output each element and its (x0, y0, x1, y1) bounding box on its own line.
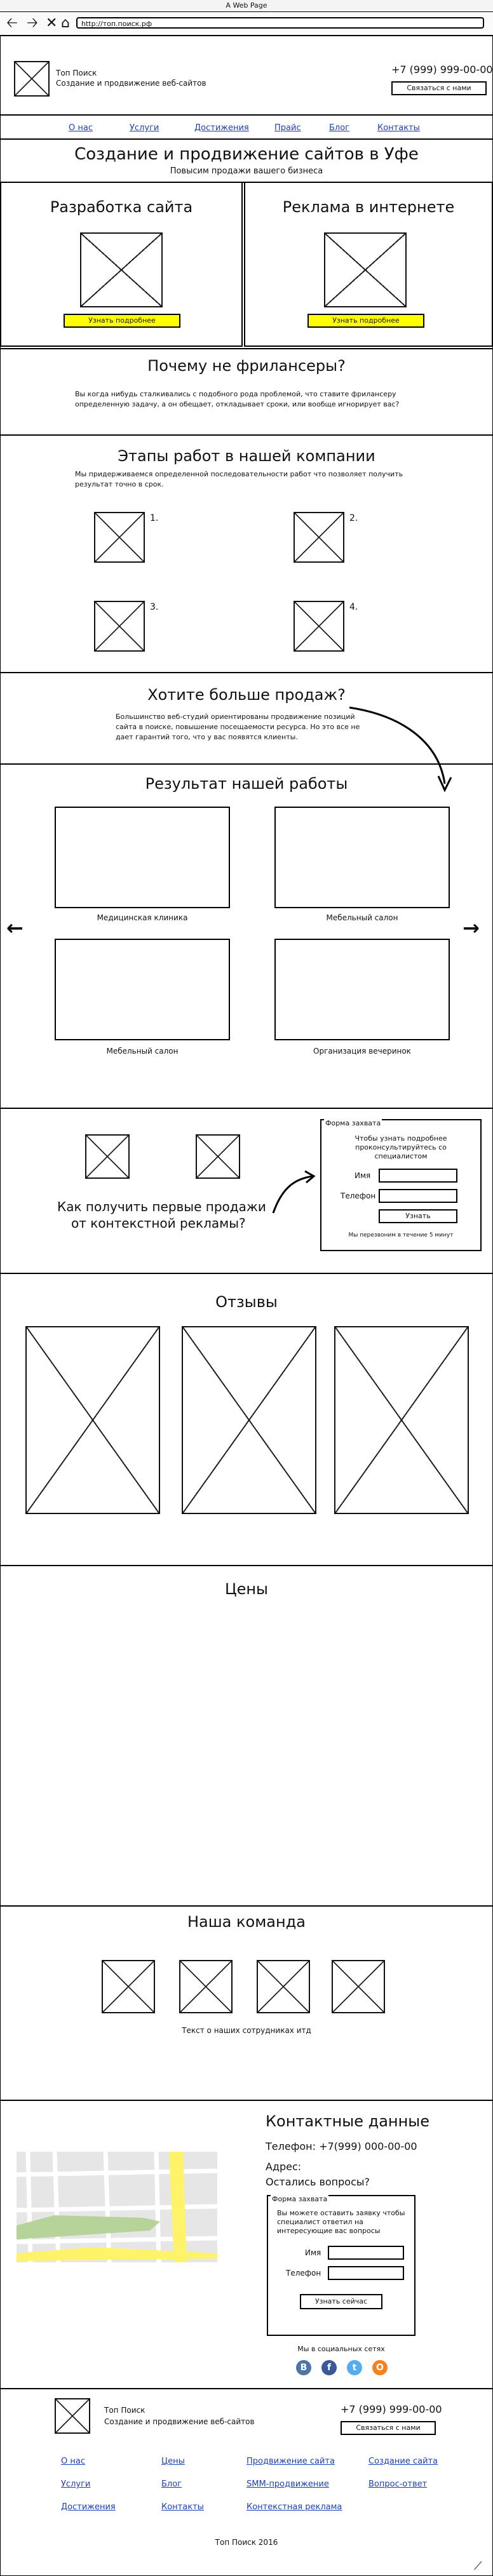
footer-link-achievements[interactable]: Достижения (61, 2502, 116, 2512)
service-title: Разработка сайта (50, 198, 193, 216)
form-title: Форма захвата (272, 2195, 328, 2203)
address-bar (0, 12, 493, 36)
result-caption: Медицинская клиника (97, 913, 188, 922)
capture-question-line: от контекстной рекламы? (71, 1216, 246, 1231)
stages-text-line: Мы придерживаемся определенной последовательности работ что позволяет получить (75, 470, 403, 478)
map[interactable] (17, 2152, 217, 2262)
result-image (55, 939, 230, 1040)
result-image (274, 939, 450, 1040)
more-sales-title: Хотите больше продаж? (147, 686, 346, 704)
phone-field[interactable] (379, 1189, 457, 1203)
facebook-icon[interactable]: f (321, 2360, 337, 2375)
team-member-photo (102, 1960, 155, 2013)
company-tagline: Создание и продвижение веб-сайтов (56, 79, 206, 88)
phone-field[interactable] (328, 2266, 404, 2280)
divider (0, 1273, 493, 1274)
footer-link-contacts[interactable]: Контакты (161, 2502, 204, 2512)
resize-handle-icon[interactable]: ⟋ (474, 2559, 482, 2573)
nav-item-services[interactable]: Услуги (130, 123, 159, 133)
url-input[interactable]: http://топ.поиск.рф (76, 17, 484, 29)
company-name: Топ Поиск (56, 69, 97, 77)
odnoklassniki-icon[interactable]: О (372, 2360, 388, 2375)
review-image (334, 1326, 469, 1514)
service-image (324, 232, 407, 307)
stage-image (294, 601, 344, 652)
form-lead-line: Чтобы узнать подробнее (355, 1134, 447, 1143)
footer-company-tagline: Создание и продвижение веб-сайтов (104, 2417, 255, 2426)
submit-button[interactable]: Узнать (379, 1209, 457, 1223)
name-label: Имя (305, 2248, 321, 2257)
more-sales-text-line: сайта в поиске, повышение посещаемости ресурса. Но это все не (116, 723, 360, 731)
form-lead-line: специалистом (374, 1152, 428, 1160)
result-image (274, 807, 450, 908)
form-lead-line: проконсультируйтесь со (355, 1143, 447, 1151)
twitter-icon[interactable]: t (347, 2360, 362, 2375)
stage-number: 2. (349, 513, 358, 523)
capture-image (85, 1134, 130, 1179)
reviews-title: Отзывы (215, 1293, 278, 1311)
review-image (182, 1326, 316, 1514)
footer-link-prices[interactable]: Цены (161, 2457, 185, 2466)
footer-link-context-ads[interactable]: Контекстная реклама (246, 2502, 342, 2512)
form-lead-line: Вы можете оставить заявку чтобы (277, 2209, 405, 2217)
why-text-line: определенную задачу, а он обещает, откладывает сроки, или вообще игнорирует вас? (75, 400, 400, 408)
home-icon[interactable]: ⌂ (61, 15, 70, 31)
divider (0, 763, 493, 765)
results-title: Результат нашей работы (145, 775, 348, 793)
contacts-address: Адрес: (266, 2161, 302, 2173)
footer-link-about[interactable]: О нас (61, 2457, 85, 2466)
divider (0, 114, 493, 116)
stage-number: 4. (349, 602, 358, 612)
team-member-photo (332, 1960, 385, 2013)
capture-question-line: Как получить первые продажи (57, 1199, 266, 1214)
divider (0, 348, 493, 349)
footer-phone: +7 (999) 999-00-00 (341, 2403, 442, 2415)
divider (0, 138, 493, 140)
service-image (80, 232, 163, 307)
stages-title: Этапы работ в нашей компании (118, 447, 375, 465)
contacts-questions: Остались вопросы? (266, 2176, 370, 2188)
name-label: Имя (355, 1171, 371, 1180)
stage-image (294, 512, 344, 563)
arrow-right-icon (269, 1169, 320, 1219)
footer-link-creation[interactable]: Создание сайта (368, 2457, 438, 2466)
result-caption: Мебельный салон (106, 1047, 179, 1056)
arrow-right-icon[interactable]: 🡢 (27, 15, 38, 31)
footer-link-blog[interactable]: Блог (161, 2479, 182, 2489)
hero-subtitle: Повысим продажи вашего бизнеса (170, 166, 323, 176)
arrow-left-icon[interactable]: 🡠 (6, 15, 18, 31)
name-field[interactable] (379, 1169, 457, 1183)
learn-more-button[interactable]: Узнать подробнее (64, 314, 180, 328)
divider (0, 1108, 493, 1109)
footer-link-promotion[interactable]: Продвижение сайта (246, 2457, 335, 2466)
divider (0, 1565, 493, 1566)
form-lead-line: специалист ответил на (277, 2218, 363, 2226)
why-text-line: Вы когда нибудь сталкивались с подобного рода проблемой, что ставите фрилансеру (75, 390, 396, 398)
header-phone: +7 (999) 999-00-00 (391, 64, 493, 76)
more-sales-text-line: Большинство веб-студий ориентированы продвижение позиций (116, 713, 355, 721)
stages-text-line: результат точно в срок. (75, 480, 164, 488)
name-field[interactable] (328, 2246, 404, 2260)
footer-link-faq[interactable]: Вопрос-ответ (368, 2479, 428, 2489)
nav-item-about[interactable]: О нас (69, 123, 93, 133)
stage-number: 1. (150, 513, 159, 523)
more-sales-text-line: дает гарантий того, что у вас появятся клиенты. (116, 733, 298, 741)
copyright: Топ Поиск 2016 (215, 2538, 278, 2547)
footer-link-smm[interactable]: SMM-продвижение (246, 2479, 329, 2489)
phone-label: Телефон (286, 2269, 321, 2277)
nav-item-blog[interactable]: Блог (329, 123, 350, 133)
result-caption: Организация вечеринок (313, 1047, 411, 1056)
service-card-advertising (244, 182, 493, 347)
footer-company-name: Топ Поиск (104, 2406, 145, 2415)
submit-now-button[interactable]: Узнать сейчас (300, 2294, 382, 2309)
carousel-next-icon[interactable]: → (463, 916, 480, 940)
team-member-photo (257, 1960, 310, 2013)
why-title: Почему не фрилансеры? (147, 357, 346, 375)
form-note: Мы перезвоним в течение 5 минут (348, 1232, 454, 1238)
team-title: Наша команда (187, 1913, 306, 1931)
contacts-title: Контактные данные (266, 2112, 430, 2130)
result-image (55, 807, 230, 908)
review-image (25, 1326, 160, 1514)
footer-contact-us-button[interactable]: Связаться с нами (341, 2421, 436, 2435)
divider (0, 2388, 493, 2389)
footer-logo-placeholder (55, 2398, 90, 2434)
form-title: Форма захвата (325, 1119, 381, 1127)
logo-placeholder (14, 61, 50, 97)
nav-item-prices[interactable]: Прайс (274, 123, 301, 133)
vk-icon[interactable]: В (296, 2360, 311, 2375)
stage-image (94, 512, 145, 563)
prices-title: Цены (224, 1580, 269, 1598)
footer-link-services[interactable]: Услуги (61, 2479, 91, 2489)
contacts-form (267, 2195, 415, 2336)
contact-us-button[interactable]: Связаться с нами (391, 81, 487, 95)
phone-label: Телефон (341, 1191, 376, 1200)
window-titlebar (0, 0, 493, 12)
service-title: Реклама в интернете (282, 198, 455, 216)
hero-title: Создание и продвижение сайтов в Уфе (74, 145, 419, 164)
learn-more-button[interactable]: Узнать подробнее (307, 314, 424, 328)
stage-number: 3. (150, 602, 159, 612)
service-card-development (0, 182, 243, 347)
team-member-photo (179, 1960, 233, 2013)
team-text: Текст о наших сотрудниках итд (182, 2026, 311, 2035)
capture-form (320, 1119, 482, 1251)
nav-item-achievements[interactable]: Достижения (194, 123, 249, 133)
carousel-prev-icon[interactable]: ← (6, 916, 24, 940)
capture-image (196, 1134, 240, 1179)
social-label: Мы в социальных сетях (297, 2345, 385, 2353)
result-caption: Мебельный салон (326, 913, 398, 922)
divider (0, 1905, 493, 1907)
close-icon[interactable]: ✕ (46, 15, 58, 31)
stage-image (94, 601, 145, 652)
nav-item-contacts[interactable]: Контакты (377, 123, 420, 133)
contacts-phone: Телефон: +7(999) 000-00-00 (266, 2140, 417, 2152)
divider (0, 2100, 493, 2101)
divider (0, 434, 493, 436)
form-lead-line: интересующие вас вопросы (277, 2227, 381, 2235)
window-title: A Web Page (226, 1, 267, 10)
divider (0, 672, 493, 673)
